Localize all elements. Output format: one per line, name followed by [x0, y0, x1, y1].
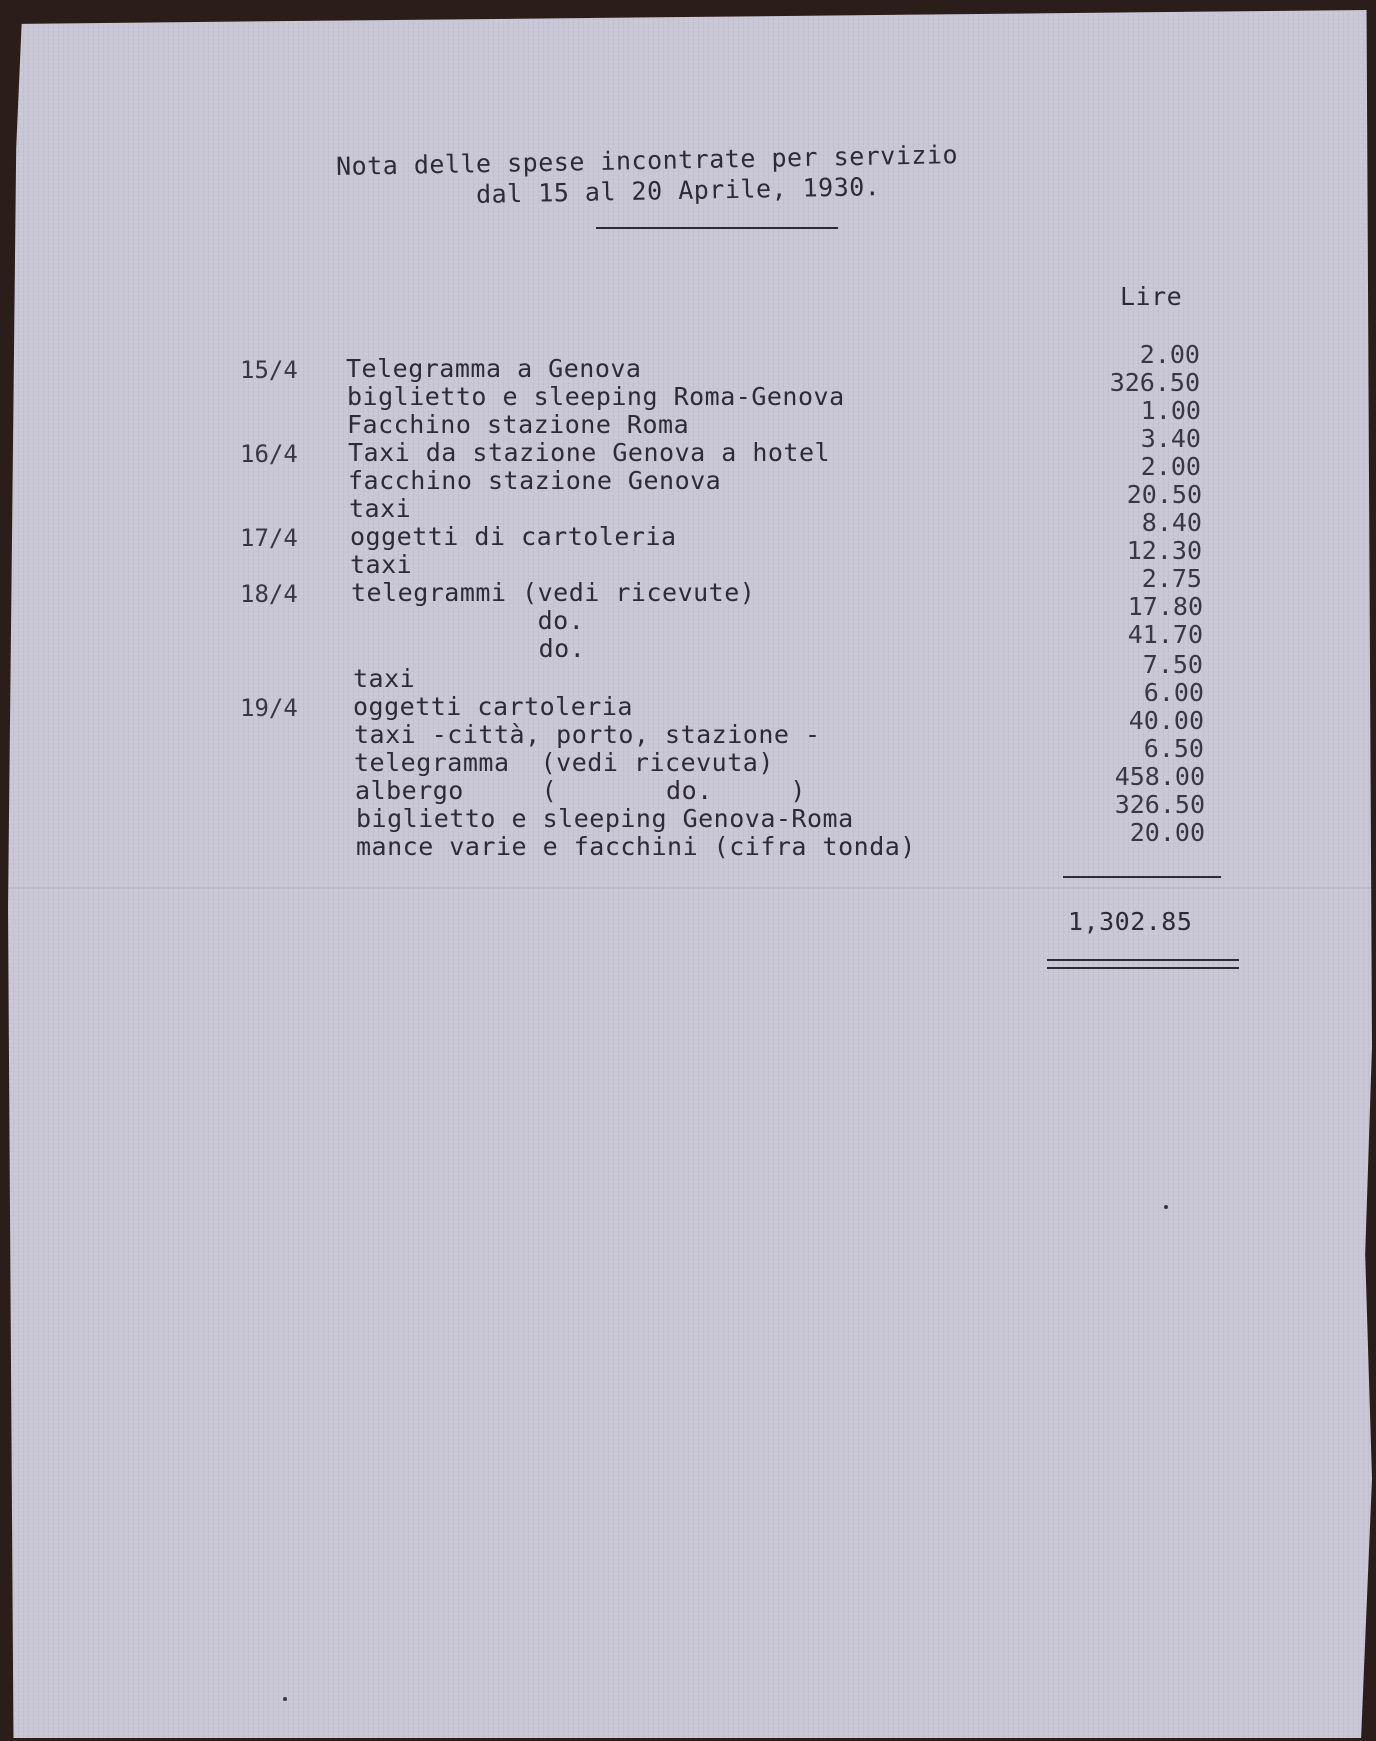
entry-date: 18/4 [240, 580, 298, 608]
entry-amount: 41.70 [1127, 620, 1203, 649]
entry-amount: 6.50 [1143, 734, 1204, 763]
total-double-underline-top [1047, 959, 1239, 961]
title-underline [596, 227, 838, 229]
entry-amount: 2.75 [1141, 564, 1202, 593]
entry-amount: 2.00 [1139, 340, 1200, 369]
entry-description: albergo ( do. ) [355, 776, 806, 805]
entry-description: do. [351, 606, 585, 635]
entry-description: Telegramma a Genova [346, 354, 642, 383]
entry-amount: 40.00 [1128, 706, 1204, 735]
entry-description: Taxi da stazione Genova a hotel [348, 438, 831, 467]
ink-speck [1164, 1205, 1168, 1209]
entry-amount: 2.00 [1140, 452, 1201, 481]
entry-description: taxi [353, 664, 416, 693]
entry-date: 17/4 [240, 524, 298, 552]
entry-description: taxi [349, 494, 412, 523]
entry-amount: 20.00 [1129, 818, 1205, 847]
document-title-line-2: dal 15 al 20 Aprile, 1930. [475, 172, 881, 209]
document-title-line-1: Nota delle spese incontrate per servizio [335, 140, 959, 181]
document-page [8, 10, 1372, 1738]
entry-amount: 12.30 [1126, 536, 1202, 565]
entry-description: taxi -città, porto, stazione - [354, 720, 821, 749]
entry-date: 15/4 [240, 356, 298, 384]
total-double-underline-bottom [1047, 967, 1239, 969]
entry-description: taxi [350, 550, 413, 579]
entry-amount: 20.50 [1126, 480, 1202, 509]
entry-description: biglietto e sleeping Roma-Genova [347, 382, 845, 411]
entry-description: Facchino stazione Roma [347, 410, 690, 439]
entry-date: 19/4 [240, 694, 298, 722]
ink-speck [283, 1697, 287, 1701]
entry-amount: 17.80 [1127, 592, 1203, 621]
entry-description: facchino stazione Genova [348, 466, 722, 495]
entry-amount: 3.40 [1140, 424, 1201, 453]
total-amount: 1,302.85 [1068, 907, 1193, 936]
entry-amount: 326.50 [1109, 368, 1200, 397]
sum-rule [1063, 876, 1221, 878]
entry-description: biglietto e sleeping Genova-Roma [356, 804, 854, 833]
entry-amount: 1.00 [1140, 396, 1201, 425]
entry-date: 16/4 [240, 440, 298, 468]
entry-description: oggetti di cartoleria [350, 522, 677, 551]
entry-description: do. [352, 634, 586, 663]
paper-fold [8, 887, 1372, 889]
entry-amount: 458.00 [1114, 762, 1205, 791]
entry-amount: 6.00 [1143, 678, 1204, 707]
entry-amount: 8.40 [1141, 508, 1202, 537]
entry-amount: 7.50 [1142, 650, 1203, 679]
entry-description: mance varie e facchini (cifra tonda) [356, 832, 916, 861]
entry-description: telegramma (vedi ricevuta) [354, 748, 774, 777]
currency-header: Lire [1120, 282, 1183, 311]
entry-description: oggetti cartoleria [353, 692, 633, 721]
entry-description: telegrammi (vedi ricevute) [351, 578, 756, 607]
entry-amount: 326.50 [1114, 790, 1205, 819]
